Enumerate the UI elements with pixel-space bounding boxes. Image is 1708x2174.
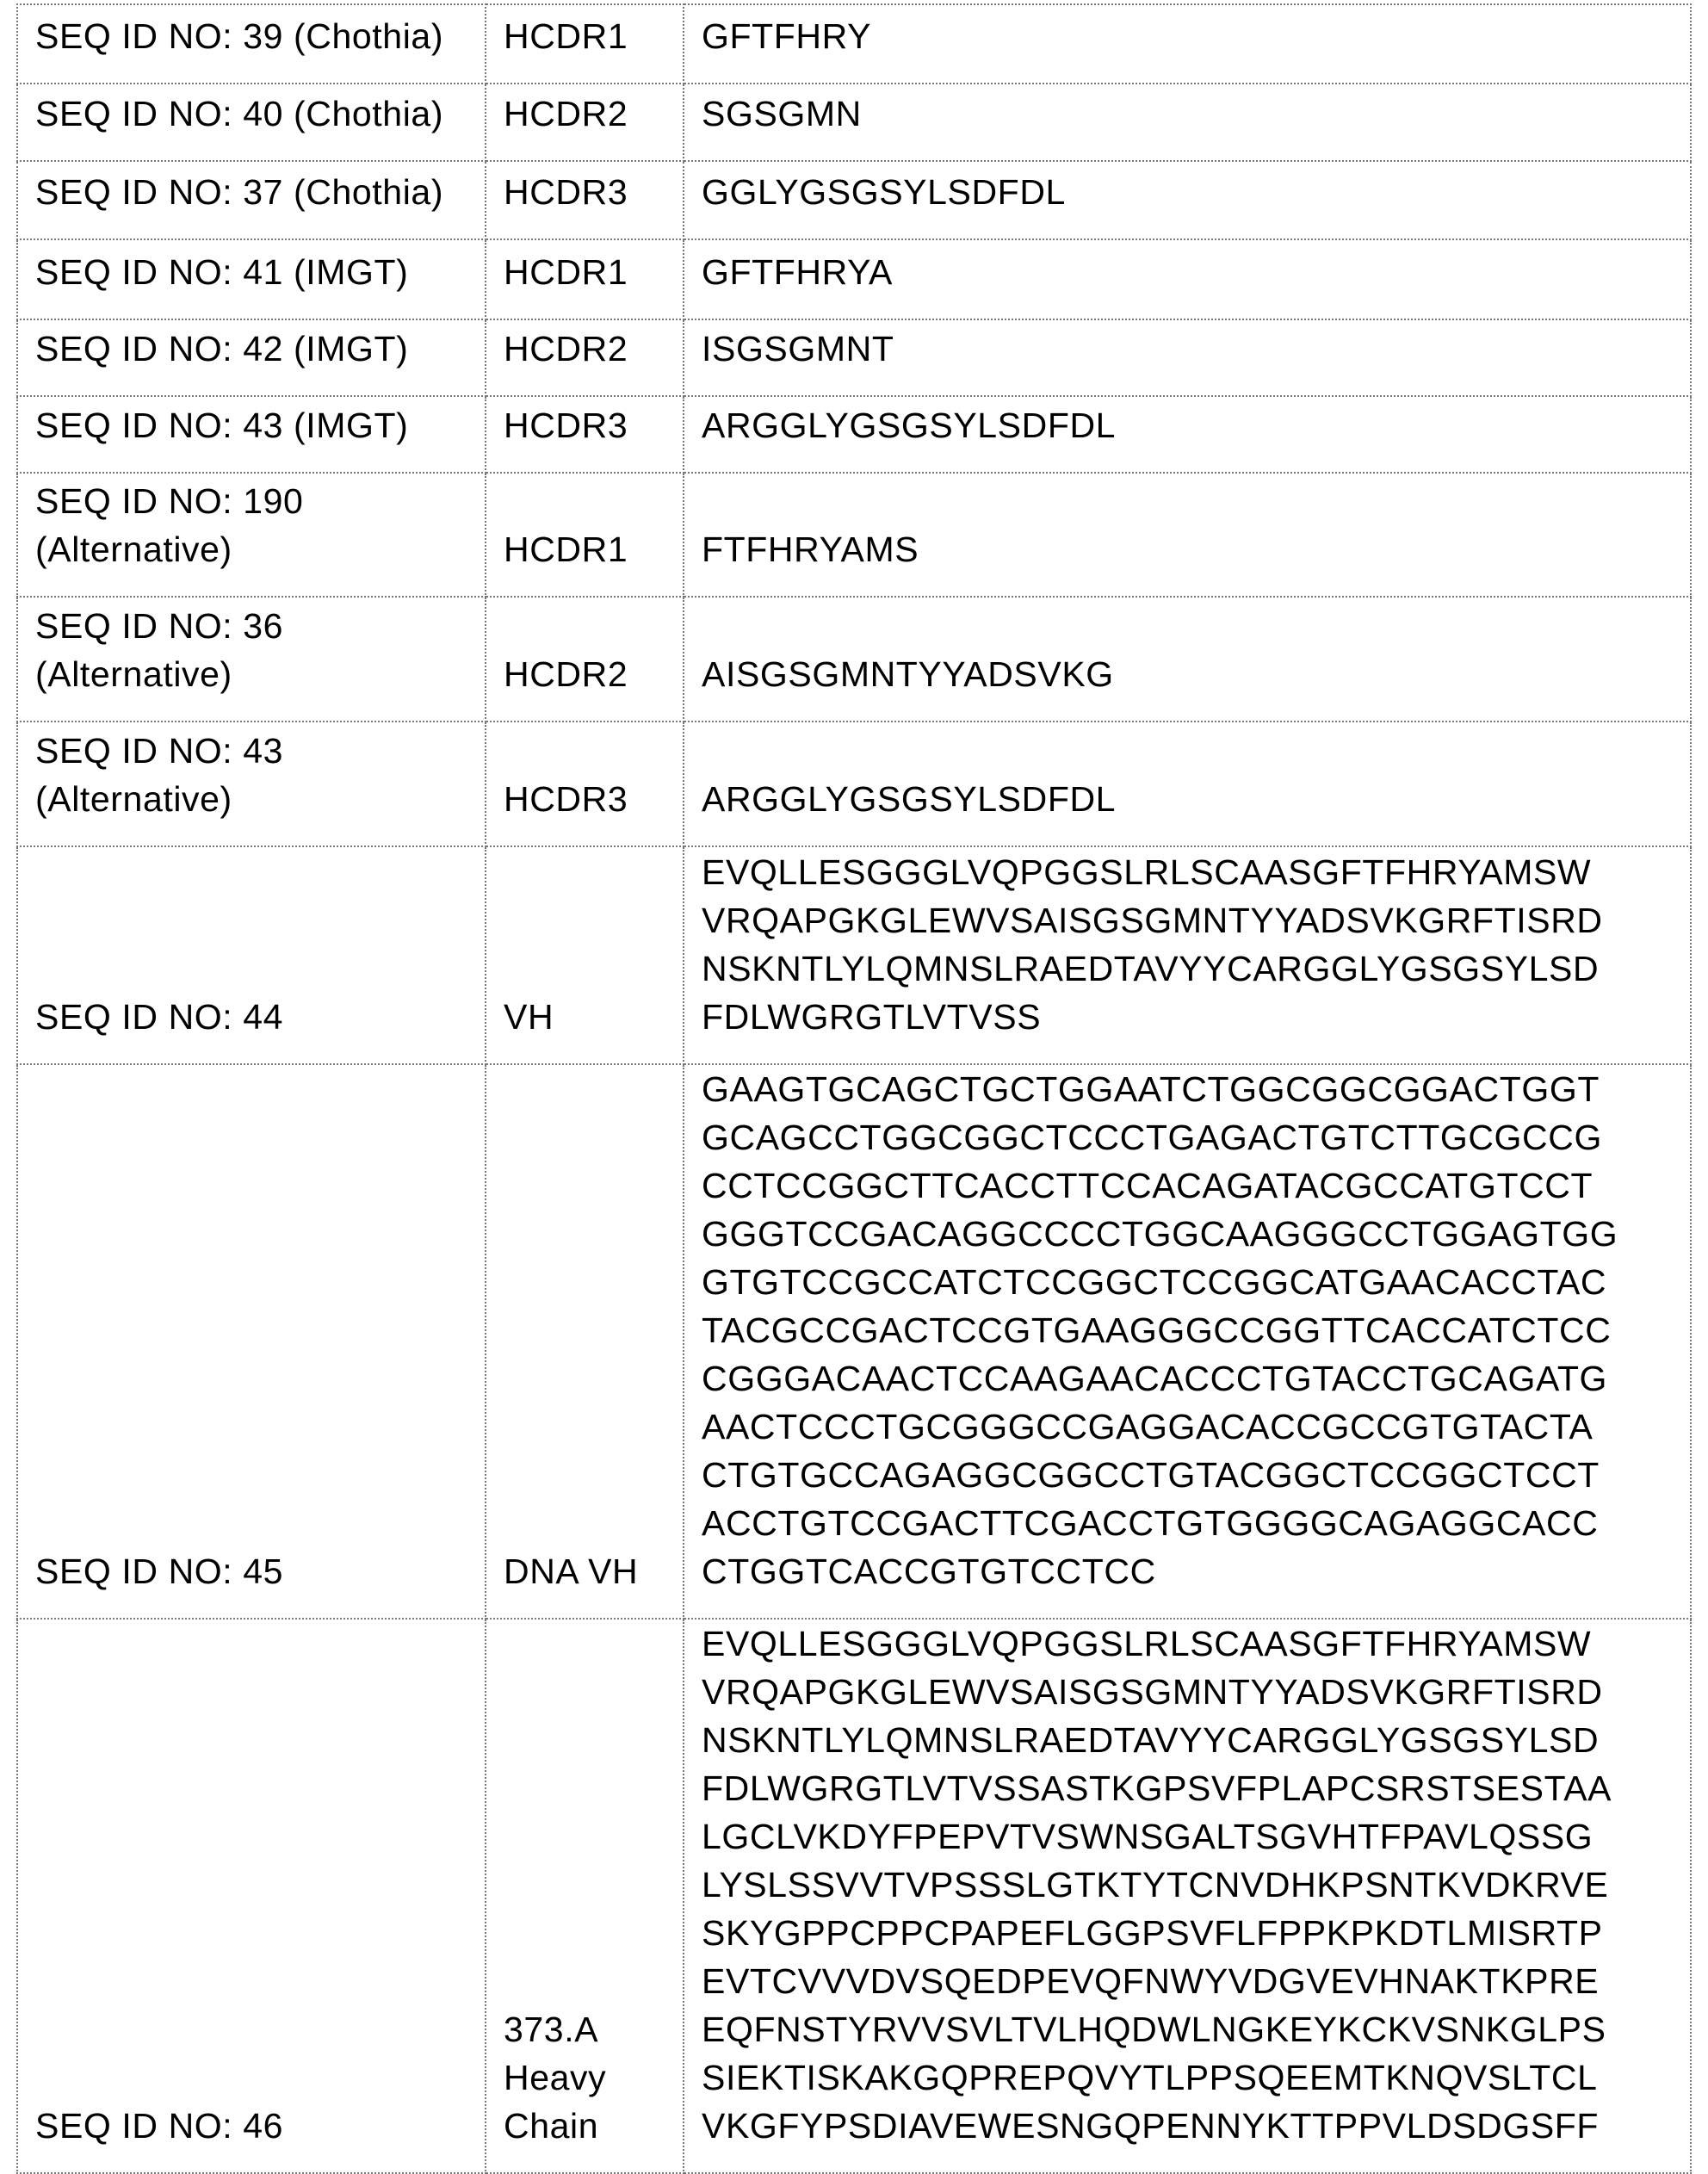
- seq-id-cell: [17, 473, 486, 597]
- sequence-text: GCAGCCTGGCGGCTCCCTGAGACTGTCTTGCGCCG: [702, 1113, 1681, 1161]
- sequence-text: FDLWGRGTLVTVSSASTKGPSVFPLAPCSRSTSESTAA: [702, 1764, 1681, 1812]
- sequence-text: SGSGMN: [702, 90, 1681, 138]
- region-cell: [486, 161, 684, 239]
- table-row: [17, 396, 1691, 473]
- region-text: DNA VH: [504, 1547, 674, 1595]
- seq-id-text: (Alternative): [35, 775, 476, 823]
- table-row: [17, 84, 1691, 161]
- sequence-text: GAAGTGCAGCTGCTGGAATCTGGCGGCGGACTGGT: [702, 1065, 1681, 1113]
- seq-id-cell: [17, 597, 486, 722]
- sequence-cell: [684, 597, 1691, 722]
- sequence-cell: [684, 722, 1691, 846]
- region-cell: [486, 722, 684, 846]
- region-text: Chain: [504, 2102, 674, 2150]
- table-row: [17, 161, 1691, 239]
- seq-id-cell: [17, 846, 486, 1064]
- region-text: HCDR2: [504, 650, 674, 698]
- sequence-text: NSKNTLYLQMNSLRAEDTAVYYCARGGLYGSGSYLSD: [702, 945, 1681, 993]
- sequence-text: GFTFHRY: [702, 12, 1681, 60]
- sequence-text: VRQAPGKGLEWVSAISGSGMNTYYADSVKGRFTISRD: [702, 896, 1681, 945]
- region-cell: [486, 319, 684, 396]
- sequence-cell: [684, 473, 1691, 597]
- region-text: HCDR1: [504, 248, 674, 296]
- table-row: [17, 597, 1691, 722]
- sequence-text: LGCLVKDYFPEPVTVSWNSGALTSGVHTFPAVLQSSG: [702, 1812, 1681, 1861]
- table-row: [17, 319, 1691, 396]
- region-text: HCDR3: [504, 168, 674, 216]
- seq-id-text: SEQ ID NO: 44: [35, 993, 476, 1041]
- region-text: Heavy: [504, 2053, 674, 2102]
- seq-id-text: SEQ ID NO: 43 (IMGT): [35, 401, 476, 449]
- sequence-text: VRQAPGKGLEWVSAISGSGMNTYYADSVKGRFTISRD: [702, 1668, 1681, 1716]
- sequence-text: SKYGPPCPPCPAPEFLGGPSVFLFPPKPKDTLMISRTP: [702, 1909, 1681, 1957]
- region-text: HCDR3: [504, 775, 674, 823]
- seq-id-cell: [17, 239, 486, 319]
- sequence-cell: [684, 846, 1691, 1064]
- sequence-text: SIEKTISKAKGQPREPQVYTLPPSQEEMTKNQVSLTCL: [702, 2053, 1681, 2102]
- seq-id-text: SEQ ID NO: 43: [35, 727, 476, 775]
- table-row: [17, 1064, 1691, 1619]
- table-row: [17, 846, 1691, 1064]
- sequence-table: [16, 3, 1692, 2174]
- sequence-text: GTGTCCGCCATCTCCGGCTCCGGCATGAACACCTAC: [702, 1258, 1681, 1306]
- region-text: HCDR2: [504, 325, 674, 373]
- sequence-text: FDLWGRGTLVTVSS: [702, 993, 1681, 1041]
- region-cell: [486, 597, 684, 722]
- sequence-cell: [684, 161, 1691, 239]
- seq-id-text: SEQ ID NO: 46: [35, 2102, 476, 2150]
- sequence-text: ARGGLYGSGSYLSDFDL: [702, 401, 1681, 449]
- seq-id-text: SEQ ID NO: 36: [35, 602, 476, 650]
- sequence-text: VKGFYPSDIAVEWESNGQPENNYKTTPPVLDSDGSFF: [702, 2102, 1681, 2150]
- seq-id-cell: [17, 4, 486, 84]
- seq-id-text: SEQ ID NO: 45: [35, 1547, 476, 1595]
- sequence-cell: [684, 4, 1691, 84]
- seq-id-cell: [17, 319, 486, 396]
- region-cell: [486, 84, 684, 161]
- sequence-text: ISGSGMNT: [702, 325, 1681, 373]
- sequence-text: EVTCVVVDVSQEDPEVQFNWYVDGVEVHNAKTKPRE: [702, 1957, 1681, 2005]
- sequence-cell: [684, 319, 1691, 396]
- sequence-text: GGGTCCGACAGGCCCCTGGCAAGGGCCTGGAGTGG: [702, 1210, 1681, 1258]
- sequence-cell: [684, 1064, 1691, 1619]
- sequence-text: TACGCCGACTCCGTGAAGGGCCGGTTCACCATCTCC: [702, 1306, 1681, 1354]
- sequence-text: EVQLLESGGGLVQPGGSLRLSCAASGFTFHRYAMSW: [702, 1620, 1681, 1668]
- seq-id-text: SEQ ID NO: 41 (IMGT): [35, 248, 476, 296]
- seq-id-cell: [17, 722, 486, 846]
- region-text: 373.A: [504, 2005, 674, 2053]
- seq-id-text: (Alternative): [35, 650, 476, 698]
- seq-id-cell: [17, 396, 486, 473]
- sequence-cell: [684, 84, 1691, 161]
- seq-id-text: SEQ ID NO: 42 (IMGT): [35, 325, 476, 373]
- region-text: HCDR2: [504, 90, 674, 138]
- seq-id-text: (Alternative): [35, 525, 476, 573]
- sequence-text: EVQLLESGGGLVQPGGSLRLSCAASGFTFHRYAMSW: [702, 848, 1681, 896]
- region-text: HCDR1: [504, 12, 674, 60]
- region-cell: [486, 396, 684, 473]
- sequence-text: FTFHRYAMS: [702, 525, 1681, 573]
- sequence-text: EQFNSTYRVVSVLTVLHQDWLNGKEYKCKVSNKGLPS: [702, 2005, 1681, 2053]
- sequence-text: ACCTGTCCGACTTCGACCTGTGGGGCAGAGGCACC: [702, 1499, 1681, 1547]
- sequence-text: CGGGACAACTCCAAGAACACCCTGTACCTGCAGATG: [702, 1354, 1681, 1403]
- sequence-cell: [684, 396, 1691, 473]
- seq-id-text: SEQ ID NO: 39 (Chothia): [35, 12, 476, 60]
- seq-id-cell: [17, 1064, 486, 1619]
- sequence-text: CTGGTCACCGTGTCCTCC: [702, 1547, 1681, 1595]
- region-text: HCDR1: [504, 525, 674, 573]
- seq-id-text: SEQ ID NO: 37 (Chothia): [35, 168, 476, 216]
- sequence-text: LYSLSSVVTVPSSSLGTKTYTCNVDHKPSNTKVDKRVE: [702, 1861, 1681, 1909]
- sequence-cell: [684, 1619, 1691, 2173]
- region-cell: [486, 239, 684, 319]
- seq-id-text: SEQ ID NO: 190: [35, 477, 476, 525]
- table-row: [17, 473, 1691, 597]
- region-cell: [486, 1064, 684, 1619]
- region-cell: [486, 473, 684, 597]
- seq-id-cell: [17, 84, 486, 161]
- sequence-text: ARGGLYGSGSYLSDFDL: [702, 775, 1681, 823]
- seq-id-cell: [17, 1619, 486, 2173]
- seq-id-cell: [17, 161, 486, 239]
- sequence-text: CTGTGCCAGAGGCGGCCTGTACGGCTCCGGCTCCT: [702, 1451, 1681, 1499]
- region-cell: [486, 846, 684, 1064]
- sequence-text: NSKNTLYLQMNSLRAEDTAVYYCARGGLYGSGSYLSD: [702, 1716, 1681, 1764]
- sequence-text: AISGSGMNTYYADSVKG: [702, 650, 1681, 698]
- seq-id-text: SEQ ID NO: 40 (Chothia): [35, 90, 476, 138]
- sequence-text: CCTCCGGCTTCACCTTCCACAGATACGCCATGTCCT: [702, 1161, 1681, 1210]
- region-cell: [486, 1619, 684, 2173]
- sequence-text: GGLYGSGSYLSDFDL: [702, 168, 1681, 216]
- table-row: [17, 1619, 1691, 2173]
- table-row: [17, 722, 1691, 846]
- sequence-text: AACTCCCTGCGGGCCGAGGACACCGCCGTGTACTA: [702, 1403, 1681, 1451]
- region-text: VH: [504, 993, 674, 1041]
- region-text: HCDR3: [504, 401, 674, 449]
- region-cell: [486, 4, 684, 84]
- sequence-text: GFTFHRYA: [702, 248, 1681, 296]
- table-row: [17, 4, 1691, 84]
- table-row: [17, 239, 1691, 319]
- sequence-cell: [684, 239, 1691, 319]
